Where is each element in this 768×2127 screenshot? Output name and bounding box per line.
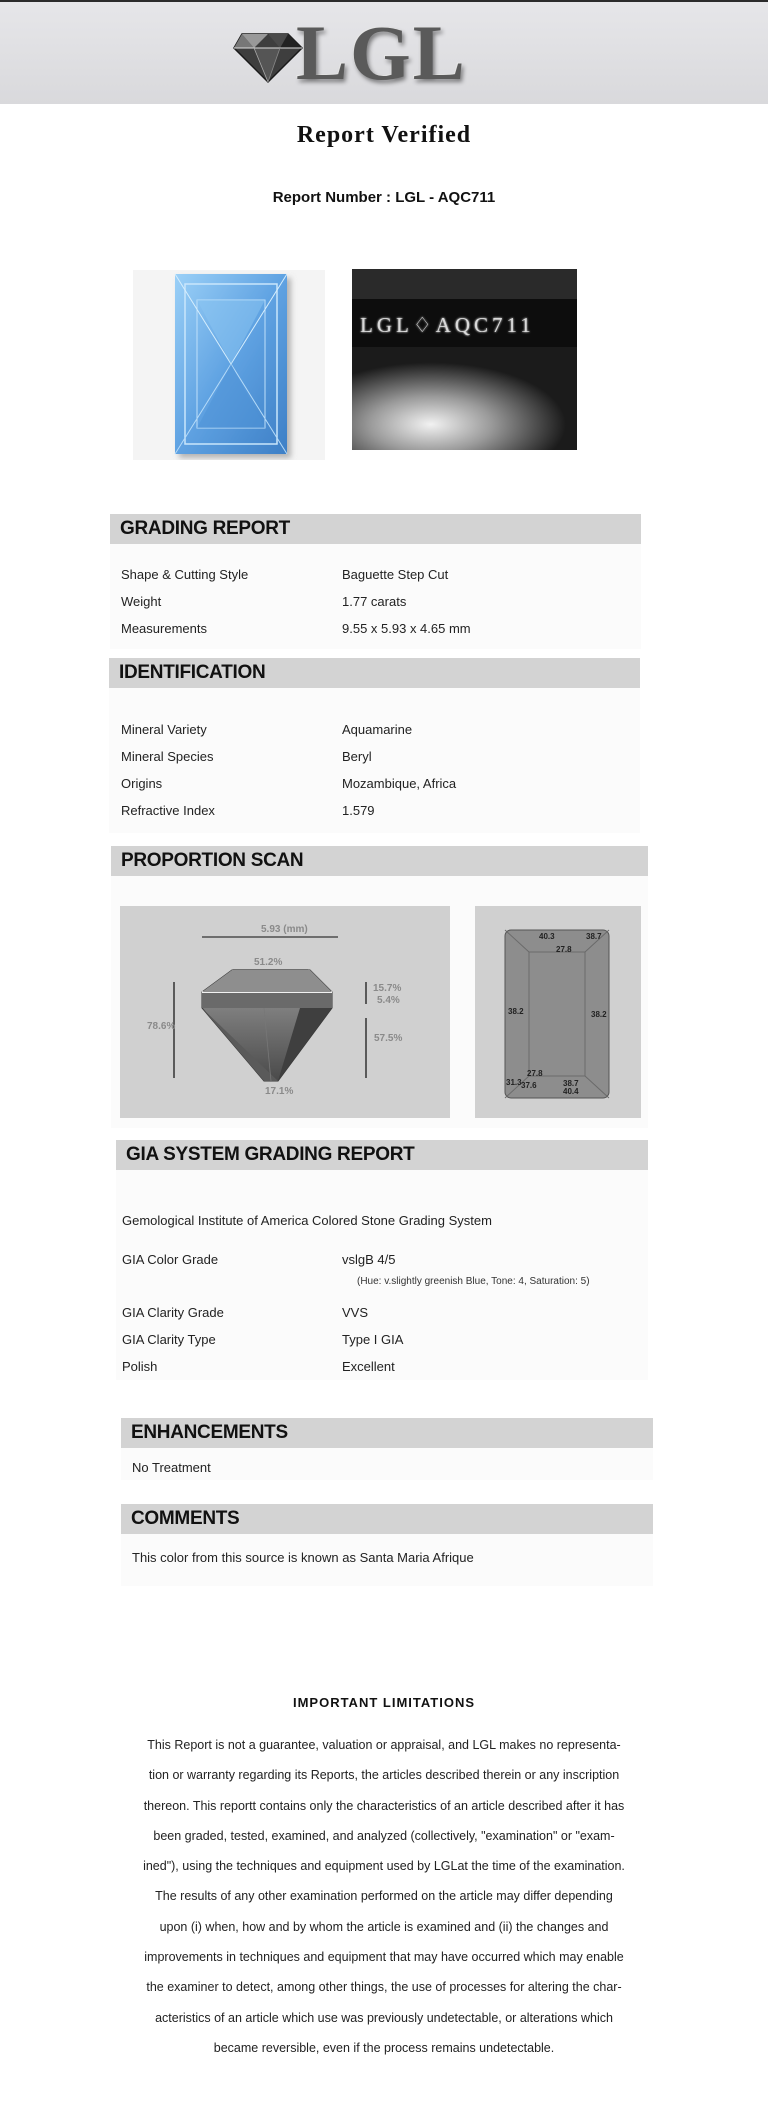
proportion-scan-section xyxy=(111,846,648,1128)
row-label: GIA Color Grade xyxy=(122,1252,219,1267)
culet-label: 17.1% xyxy=(265,1086,294,1097)
section-heading: GIA SYSTEM GRADING REPORT xyxy=(116,1140,648,1170)
section-heading: ENHANCEMENTS xyxy=(121,1418,653,1448)
limitations-heading: IMPORTANT LIMITATIONS xyxy=(292,1695,476,1710)
face-bottom-d: 38.7 xyxy=(563,1079,579,1088)
table-label: 51.2% xyxy=(254,957,283,968)
face-bottom-c: 37.6 xyxy=(521,1081,537,1090)
row-label: Shape & Cutting Style xyxy=(121,567,249,582)
face-top-c: 27.8 xyxy=(556,945,572,954)
row-label: Origins xyxy=(121,776,163,791)
row-label: Mineral Species xyxy=(121,749,214,764)
face-bottom-a: 27.8 xyxy=(527,1069,543,1078)
limitations-line: upon (i) when, how and by whom the article is examined and (ii) the changes and xyxy=(159,1919,609,1934)
face-bottom-b: 31.3 xyxy=(506,1078,522,1087)
face-top-a: 40.3 xyxy=(539,932,555,941)
row-label: Weight xyxy=(121,594,162,609)
row-value: Type I GIA xyxy=(342,1332,404,1347)
row-label: Measurements xyxy=(121,621,207,636)
row-label: Polish xyxy=(122,1359,158,1374)
lgl-logo[interactable] xyxy=(232,9,492,96)
limitations-text xyxy=(118,1730,650,2063)
row-label: GIA Clarity Grade xyxy=(122,1305,224,1320)
limitations-line: tion or warranty regarding its Reports, the articles described therein or any inscription xyxy=(148,1768,620,1783)
profile-diagram xyxy=(120,906,450,1118)
width-label: 5.93 (mm) xyxy=(261,924,308,935)
gia-section xyxy=(116,1140,648,1380)
row-value: Aquamarine xyxy=(342,722,413,737)
limitations-line: the examiner to detect, among other things, the use of processes for altering the char- xyxy=(146,1980,622,1995)
row-label: Mineral Variety xyxy=(121,722,207,737)
depth-label: 78.6% xyxy=(147,1021,176,1032)
row-value: 9.55 x 5.93 x 4.65 mm xyxy=(342,621,471,636)
face-up-diagram xyxy=(475,906,641,1118)
limitations-line: improvements in techniques and equipment that may have occurred which may enable xyxy=(144,1950,624,1965)
row-value: Baguette Step Cut xyxy=(342,567,449,582)
row-value: Mozambique, Africa xyxy=(342,776,457,791)
comments-text: This color from this source is known as Santa Maria Afrique xyxy=(132,1550,474,1565)
site-header xyxy=(0,2,768,104)
limitations-line: ined"), using the techniques and equipment used by LGLat the time of the examination. xyxy=(143,1859,625,1874)
limitations-line: been graded, tested, examined, and analyzed (collectively, "examination" or "exam- xyxy=(153,1828,615,1843)
page-title: Report Verified xyxy=(296,122,472,148)
gia-system-text: Gemological Institute of America Colored Stone Grading System xyxy=(122,1213,492,1228)
section-heading: GRADING REPORT xyxy=(110,514,641,544)
girdle-label: 5.4% xyxy=(377,995,400,1006)
limitations-line: became reversible, even if the process remains undetectable. xyxy=(213,2040,555,2055)
limitations-line: acteristics of an article which use was previously undetectable, or alterations which xyxy=(155,2010,613,2025)
section-heading: COMMENTS xyxy=(121,1504,653,1534)
face-bottom-e: 40.4 xyxy=(563,1087,579,1096)
inscription-photo xyxy=(352,269,577,450)
laser-inscription: LGL♢AQC711 xyxy=(360,313,535,337)
row-value: Beryl xyxy=(342,749,372,764)
section-heading: IDENTIFICATION xyxy=(109,658,640,688)
identification-section xyxy=(109,658,640,833)
limitations-line: The results of any other examination performed on the article may differ depending xyxy=(155,1889,613,1904)
crown-label: 15.7% xyxy=(373,983,402,994)
section-heading: PROPORTION SCAN xyxy=(111,846,648,876)
color-grade-note: (Hue: v.slightly greenish Blue, Tone: 4, Saturation: 5) xyxy=(357,1276,590,1287)
enhancements-section xyxy=(121,1418,653,1480)
face-top-b: 38.7 xyxy=(586,932,602,941)
grading-report-section xyxy=(110,514,641,649)
face-left: 38.2 xyxy=(508,1007,524,1016)
row-value: vslgB 4/5 xyxy=(342,1252,396,1267)
logo-text: LGL xyxy=(296,9,467,96)
row-value: Excellent xyxy=(342,1359,395,1374)
enhancements-text: No Treatment xyxy=(132,1460,211,1475)
gemstone-photo xyxy=(133,270,325,460)
row-label: GIA Clarity Type xyxy=(122,1332,216,1347)
limitations-line: This Report is not a guarantee, valuation or appraisal, and LGL makes no representa- xyxy=(147,1738,621,1752)
row-value: 1.77 carats xyxy=(342,594,407,609)
row-value: VVS xyxy=(342,1305,369,1320)
pavilion-label: 57.5% xyxy=(374,1033,403,1044)
report-number: Report Number : LGL - AQC711 xyxy=(272,189,496,206)
row-label: Refractive Index xyxy=(121,803,215,818)
face-right: 38.2 xyxy=(591,1010,607,1019)
row-value: 1.579 xyxy=(342,803,375,818)
limitations-line: thereon. This reportt contains only the characteristics of an article described after it has xyxy=(143,1798,625,1813)
comments-section xyxy=(121,1504,653,1586)
diamond-icon xyxy=(232,32,304,84)
